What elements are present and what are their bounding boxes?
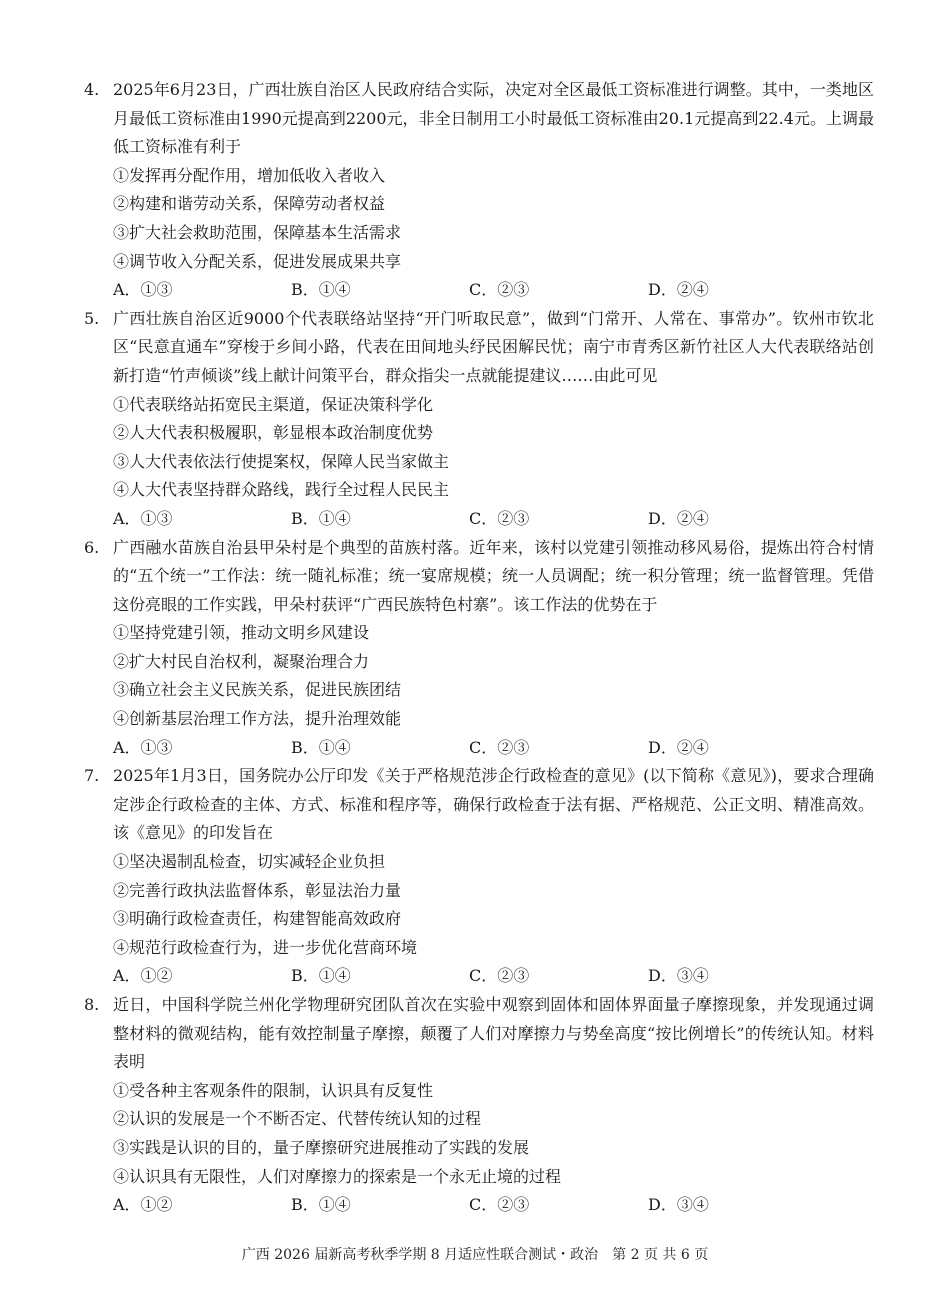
- question-8: [84, 991, 874, 1220]
- choice-d: D．③④: [648, 1195, 709, 1215]
- question-stem: [84, 76, 874, 162]
- choice-d: D．②④: [648, 737, 709, 757]
- question-text: 2025年6月23日，广西壮族自治区人民政府结合实际，决定对全区最低工资标准进行调整。其中，一类地区月最低工资标准由1990元提高到2200元，非全日制用工小时最低工资标准由20.1元提高到22.4元。上调最低工资标准有利于: [113, 80, 874, 157]
- choice-c: C．②③: [469, 1195, 530, 1215]
- choice-b: B．①④: [291, 1195, 351, 1215]
- statement-3: ③确立社会主义民族关系，促进民族团结: [113, 680, 402, 700]
- choice-a: A．①②: [113, 1195, 173, 1215]
- question-number: 8.: [84, 995, 100, 1014]
- statement-2: ②人大代表积极履职，彰显根本政治制度优势: [113, 423, 434, 443]
- statement-4: ④规范行政检查行为，进一步优化营商环境: [113, 937, 418, 957]
- question-number: 7.: [84, 766, 100, 786]
- question-stem: [84, 762, 874, 848]
- choice-c: C．②③: [469, 966, 530, 986]
- choice-c: C．②③: [469, 280, 530, 300]
- statement-4: ④调节收入分配关系，促进发展成果共享: [113, 251, 402, 271]
- question-text: 2025年1月3日，国务院办公厅印发《关于严格规范涉企行政检查的意见》(以下简称《意见》)，要求合理确定涉企行政检查的主体、方式、标准和程序等，确保行政检查于法有据、严格规范、公正文明、精准高效。该《意见》的印发旨在: [113, 766, 874, 843]
- statement-2: ②认识的发展是一个不断否定、代替传统认知的过程: [113, 1109, 482, 1129]
- question-number: 4.: [84, 80, 100, 99]
- choice-a: A．①③: [113, 737, 173, 757]
- choice-a: A．①③: [113, 508, 173, 528]
- answer-choices: [84, 734, 874, 763]
- choice-c: C．②③: [469, 508, 530, 528]
- statement-2: ②构建和谐劳动关系，保障劳动者权益: [113, 194, 386, 214]
- question-text: 广西壮族自治区近9000个代表联络站坚持“开门听取民意”，做到“门常开、人常在、事常办”。钦州市钦北区“民意直通车”穿梭于乡间小路，代表在田间地头纾民困解民忧；南宁市青秀区新竹社区人大代表联络站创新打造“竹声倾谈”线上献计问策平台，群众指尖一点就能提建议……由此可见: [113, 308, 874, 385]
- statement-4: ④人大代表坚持群众路线，践行全过程人民民主: [113, 480, 450, 500]
- choice-b: B．①④: [291, 508, 351, 528]
- choice-b: B．①④: [291, 737, 351, 757]
- statement-3: ③人大代表依法行使提案权，保障人民当家做主: [113, 451, 450, 471]
- question-stem: [84, 991, 874, 1077]
- statement-1: ①代表联络站拓宽民主渠道，保证决策科学化: [113, 394, 434, 414]
- choice-b: B．①④: [291, 966, 351, 986]
- statement-4: ④创新基层治理工作方法，提升治理效能: [113, 709, 402, 729]
- choice-d: D．②④: [648, 280, 709, 300]
- question-text: 近日，中国科学院兰州化学物理研究团队首次在实验中观察到固体和固体界面量子摩擦现象，并发现通过调整材料的微观结构，能有效控制量子摩擦，颠覆了人们对摩擦力与势垒高度“按比例增长”的传统认知。材料表明: [113, 995, 874, 1072]
- choice-d: D．③④: [648, 966, 709, 986]
- statement-3: ③明确行政检查责任，构建智能高效政府: [113, 909, 402, 929]
- choice-a: A．①②: [113, 966, 173, 986]
- question-stem: [84, 305, 874, 391]
- question-list: [84, 76, 874, 1220]
- question-text: 广西融水苗族自治县甲朵村是个典型的苗族村落。近年来，该村以党建引领推动移风易俗，提炼出符合村情的“五个统一”工作法：统一随礼标准；统一宴席规模；统一人员调配；统一积分管理；统一监督管理。凭借这份亮眼的工作实践，甲朵村获评“广西民族特色村寨”。该工作法的优势在于: [113, 537, 874, 614]
- question-stem: [84, 534, 874, 620]
- question-6: [84, 534, 874, 763]
- statement-2: ②完善行政执法监督体系，彰显法治力量: [113, 880, 402, 900]
- statement-4: ④认识具有无限性，人们对摩擦力的探索是一个永无止境的过程: [113, 1166, 562, 1186]
- question-number: 6.: [84, 537, 100, 557]
- choice-b: B．①④: [291, 280, 351, 300]
- question-7: [84, 762, 874, 991]
- question-4: [84, 76, 874, 305]
- statement-1: ①受各种主客观条件的限制，认识具有反复性: [113, 1080, 434, 1100]
- statement-3: ③扩大社会救助范围，保障基本生活需求: [113, 222, 402, 242]
- answer-choices: [84, 1191, 874, 1220]
- page-footer: 广西 2026 届新高考秋季学期 8 月适应性联合测试・政治 第 2 页 共 6 页: [241, 1247, 709, 1263]
- statement-1: ①发挥再分配作用，增加低收入者收入: [113, 165, 386, 185]
- answer-choices: [84, 962, 874, 991]
- choice-c: C．②③: [469, 737, 530, 757]
- statement-3: ③实践是认识的目的，量子摩擦研究进展推动了实践的发展: [113, 1137, 530, 1157]
- question-5: [84, 305, 874, 534]
- question-number: 5.: [84, 308, 100, 328]
- answer-choices: [84, 276, 874, 305]
- choice-a: A．①③: [113, 280, 173, 300]
- choice-d: D．②④: [648, 508, 709, 528]
- statement-2: ②扩大村民自治权利，凝聚治理合力: [113, 651, 370, 671]
- statement-1: ①坚决遏制乱检查，切实减轻企业负担: [113, 852, 386, 872]
- statement-1: ①坚持党建引领，推动文明乡风建设: [113, 623, 370, 643]
- answer-choices: [84, 505, 874, 534]
